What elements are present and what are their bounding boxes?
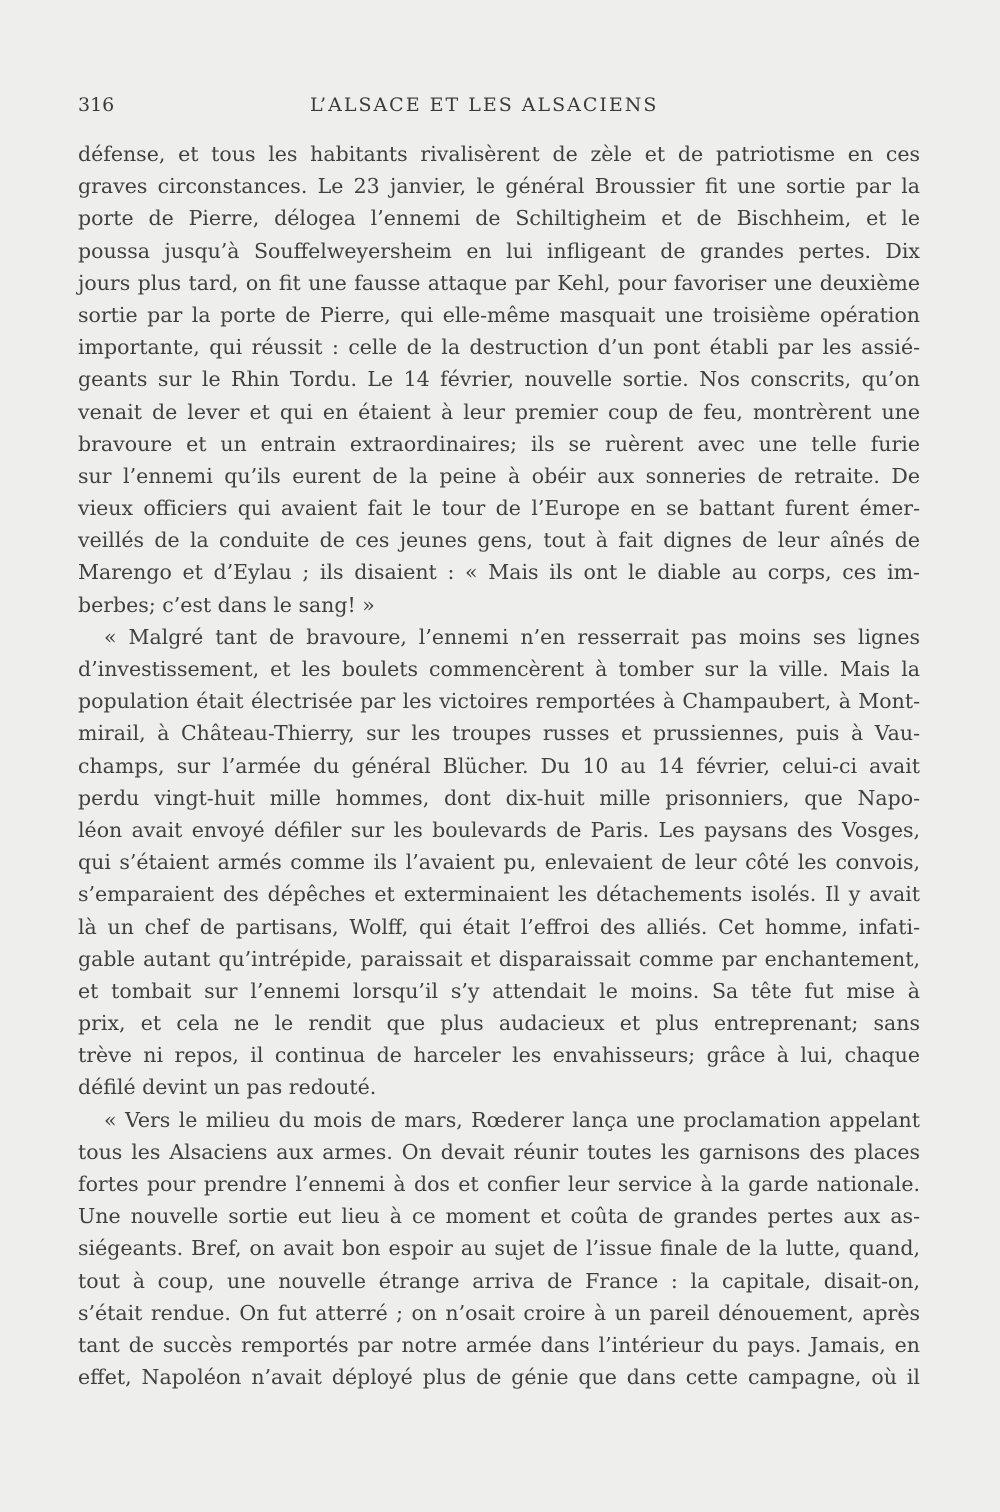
text-line: porte de Pierre, délogea l’ennemi de Schiltigheim et de Bischheim, et le xyxy=(78,206,920,231)
text-line: qui s’étaient armés comme ils l’avaient pu, enlevaient de leur côté les convois, xyxy=(78,850,920,875)
text-line: défense, et tous les habitants rivalisèrent de zèle et de patriotisme en ces xyxy=(78,142,920,166)
text-line: tout à coup, une nouvelle étrange arriva de France : la capitale, disait-on, xyxy=(78,1268,920,1293)
text-line: prix, et cela ne le rendit que plus audacieux et plus entreprenant; sans xyxy=(78,1011,920,1036)
text-line: veillés de la conduite de ces jeunes gens, tout à fait dignes de leur aînés de xyxy=(78,528,920,553)
text-line: tant de succès remportés par notre armée dans l’intérieur du pays. Jamais, en xyxy=(78,1332,920,1357)
text-line: s’était rendue. On fut atterré ; on n’osait croire à un pareil dénouement, après xyxy=(78,1300,920,1325)
text-line: jours plus tard, on fit une fausse attaque par Kehl, pour favoriser une deuxième xyxy=(78,270,920,295)
text-line: léon avait envoyé défiler sur les boulevards de Paris. Les paysans des Vosges, xyxy=(78,817,920,842)
text-line: fortes pour prendre l’ennemi à dos et confier leur service à la garde nationale. xyxy=(78,1172,920,1196)
page-number: 316 xyxy=(78,94,115,116)
text-line: tous les Alsaciens aux armes. On devait réunir toutes les garnisons des places xyxy=(78,1139,920,1164)
text-line: effet, Napoléon n’avait déployé plus de génie que dans cette campagne, où il xyxy=(78,1365,920,1390)
text-line: Marengo et d’Eylau ; ils disaient : « Mais ils ont le diable au corps, ces im- xyxy=(78,560,920,585)
text-line: d’investissement, et les boulets commencèrent à tomber sur la ville. Mais la xyxy=(78,657,920,681)
running-head xyxy=(78,94,920,128)
text-line: mirail, à Château-Thierry, sur les troupes russes et prussiennes, puis à Vau- xyxy=(78,721,920,746)
text-line: poussa jusqu’à Souffelweyersheim en lui infligeant de grandes pertes. Dix xyxy=(78,238,920,263)
text-line: siégeants. Bref, on avait bon espoir au sujet de l’issue finale de la lutte, quand, xyxy=(78,1236,920,1261)
text-line: champs, sur l’armée du général Blücher. Du 10 au 14 février, celui-ci avait xyxy=(78,753,920,778)
body-text xyxy=(78,138,920,1393)
text-line: perdu vingt-huit mille hommes, dont dix-huit mille prisonniers, que Napo- xyxy=(78,785,920,810)
text-line: importante, qui réussit : celle de la destruction d’un pont établi par les assié- xyxy=(78,335,920,360)
paragraph-1 xyxy=(78,138,920,621)
text-line: trève ni repos, il continua de harceler les envahisseurs; grâce à lui, chaque xyxy=(78,1043,920,1068)
text-line: geants sur le Rhin Tordu. Le 14 février, nouvelle sortie. Nos conscrits, qu’on xyxy=(78,367,920,392)
running-title: L’ALSACE ET LES ALSACIENS xyxy=(310,94,659,116)
text-line: bravoure et un entrain extraordinaires; ils se ruèrent avec une telle furie xyxy=(78,431,920,456)
paragraph-3 xyxy=(78,1104,920,1394)
text-line: vieux officiers qui avaient fait le tour de l’Europe en se battant furent émer- xyxy=(78,496,920,521)
text-line: population était électrisée par les victoires remportées à Champaubert, à Mont- xyxy=(78,689,920,714)
text-line: « Malgré tant de bravoure, l’ennemi n’en resserrait pas moins ses lignes xyxy=(104,624,920,649)
text-line: défilé devint un pas redouté. xyxy=(78,1075,377,1100)
text-line: sur l’ennemi qu’ils eurent de la peine à obéir aux sonneries de retraite. De xyxy=(78,463,920,488)
text-line: Une nouvelle sortie eut lieu à ce moment et coûta de grandes pertes aux as- xyxy=(78,1204,920,1229)
text-line: graves circonstances. Le 23 janvier, le général Broussier fit une sortie par la xyxy=(78,174,920,199)
text-line: gable autant qu’intrépide, paraissait et disparaissait comme par enchantement, xyxy=(78,946,920,971)
text-line: sortie par la porte de Pierre, qui elle-même masquait une troisième opération xyxy=(78,302,920,327)
text-line: venait de lever et qui en étaient à leur premier coup de feu, montrèrent une xyxy=(78,399,920,424)
text-line: berbes; c’est dans le sang! » xyxy=(78,592,375,617)
paragraph-2 xyxy=(78,621,920,1104)
text-line: et tombait sur l’ennemi lorsqu’il s’y attendait le moins. Sa tête fut mise à xyxy=(78,978,920,1003)
text-line: « Vers le milieu du mois de mars, Rœderer lança une proclamation appelant xyxy=(104,1107,920,1132)
text-line: s’emparaient des dépêches et exterminaient les détachements isolés. Il y avait xyxy=(78,882,920,907)
text-line: là un chef de partisans, Wolff, qui était l’effroi des alliés. Cet homme, infati- xyxy=(78,914,920,939)
